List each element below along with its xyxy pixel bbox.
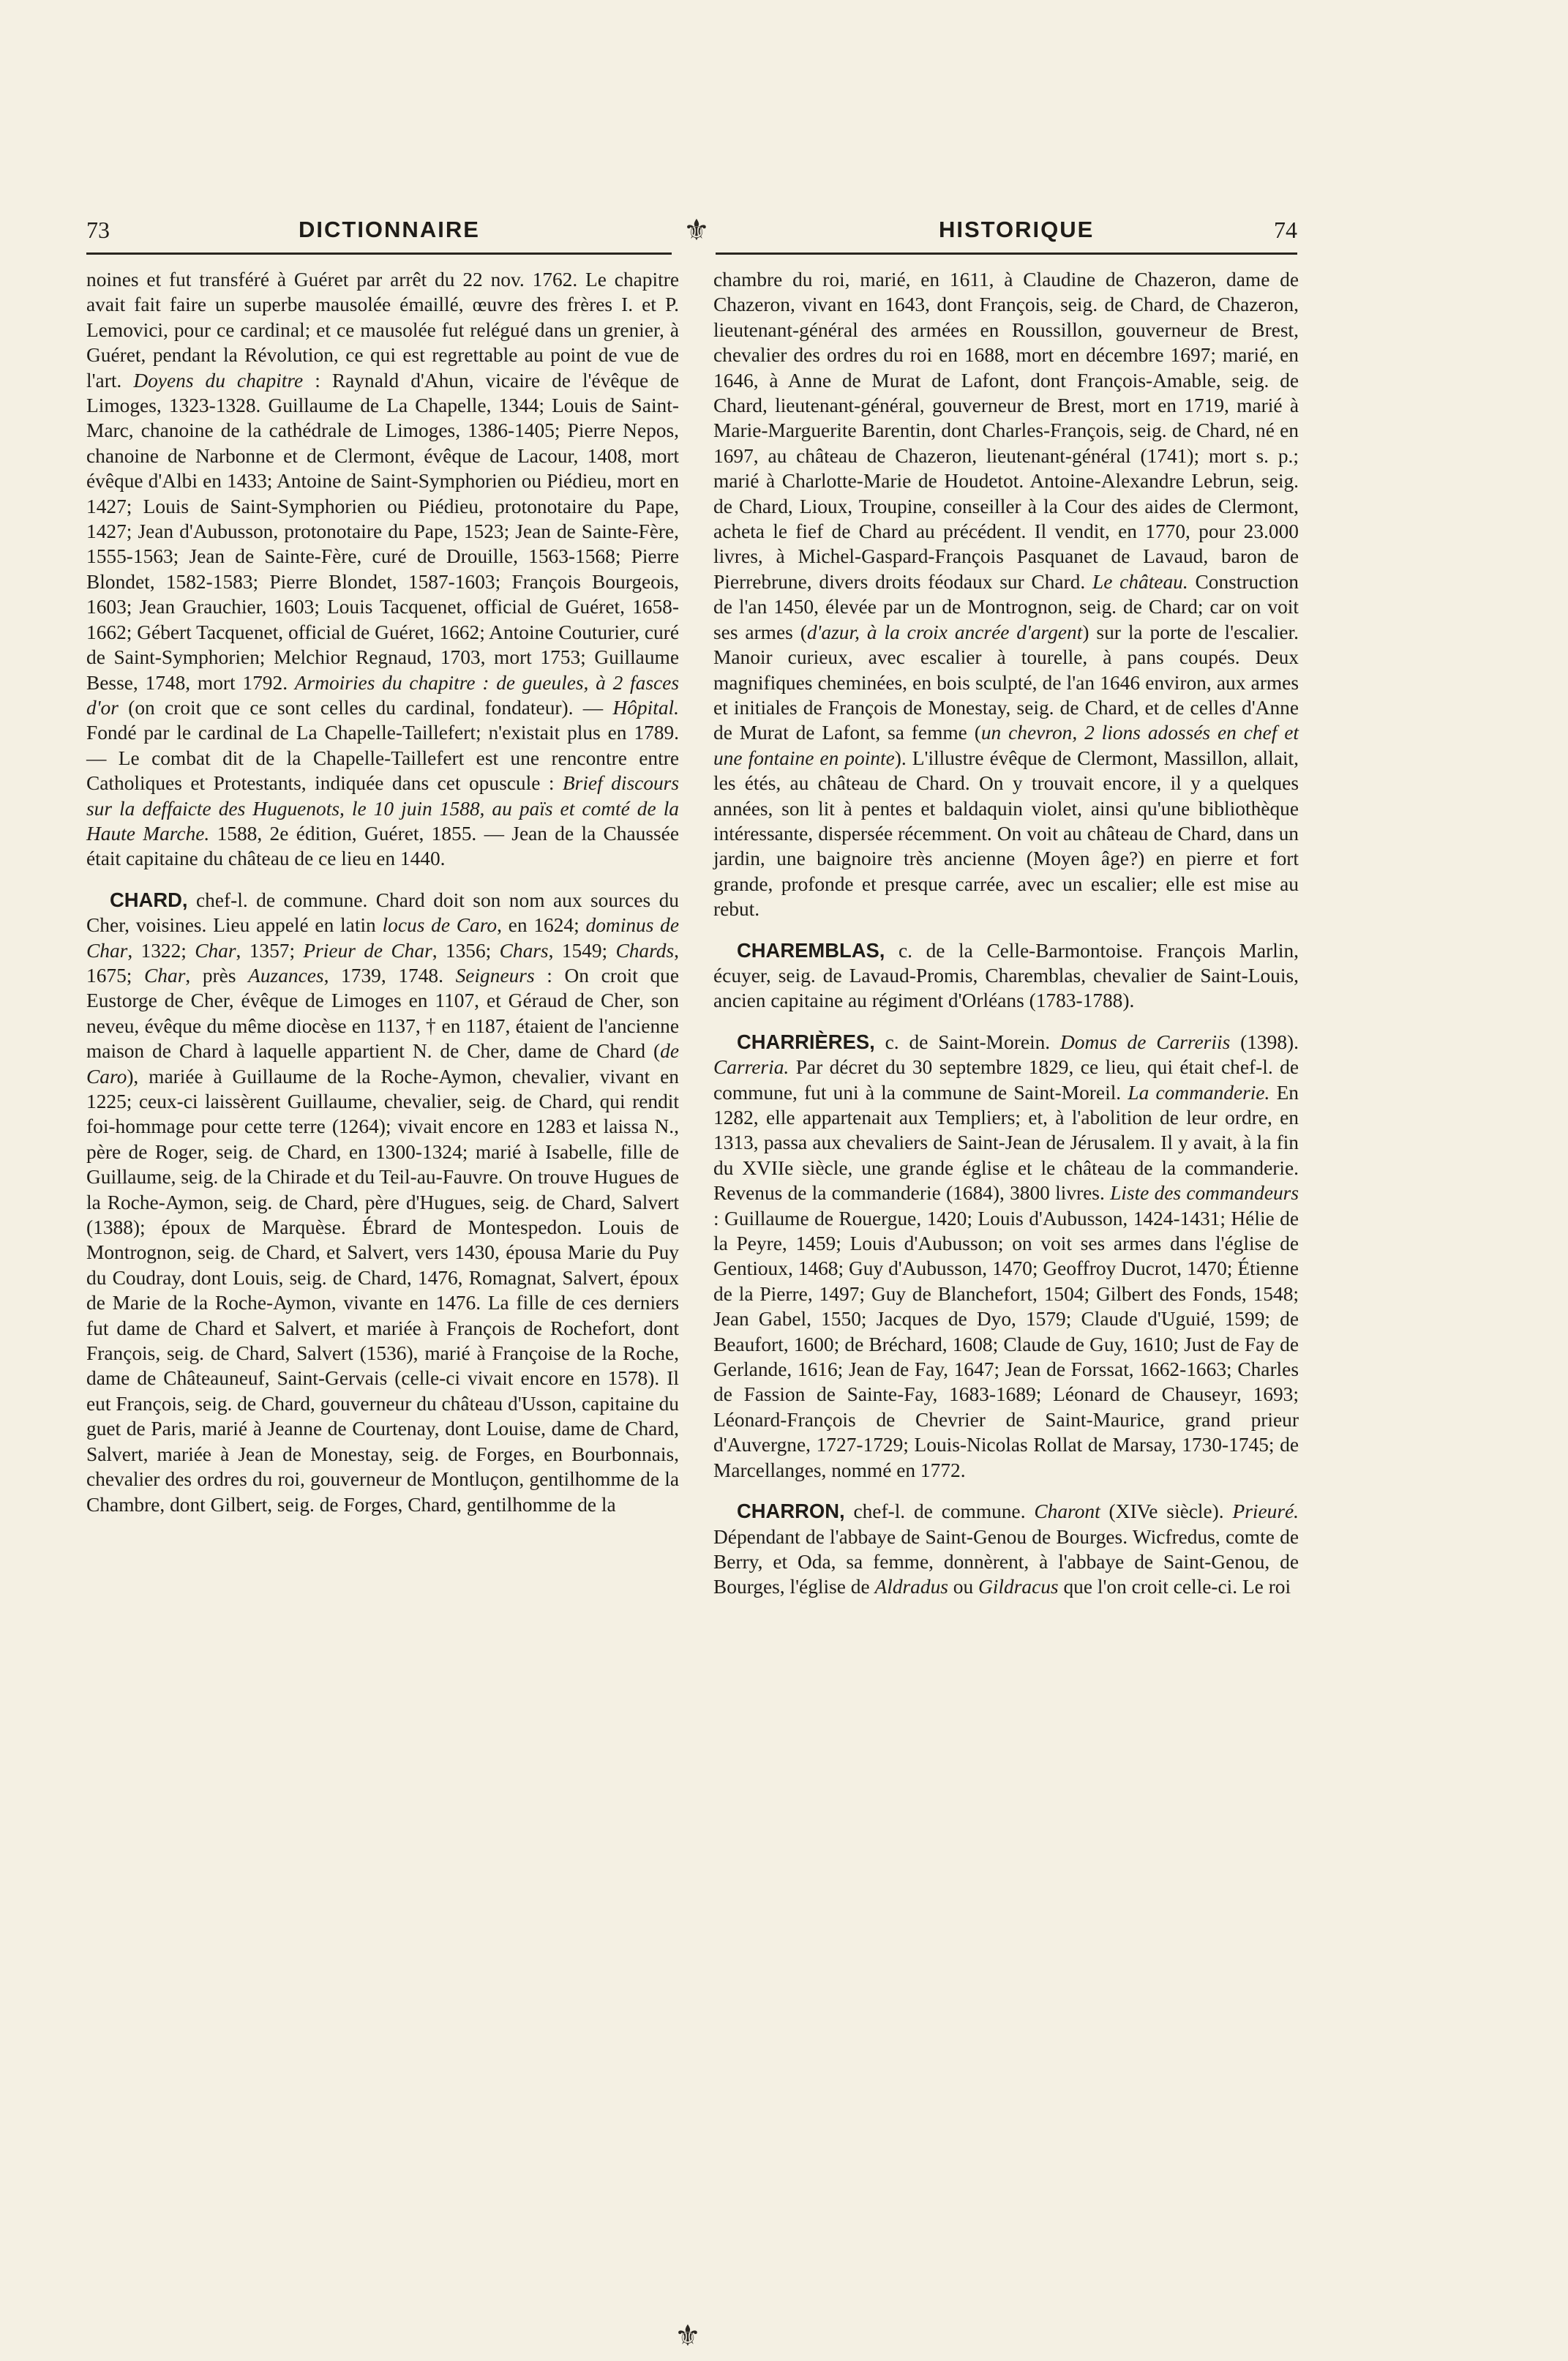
text-run: Fondé par le cardinal de La Chapelle-Taillefert; n'existait plus en 1789. — Le combat dit de la Chapelle-Taillefert est une rencontre entre Catholiques et Protestants, indiquée dans cet opuscule : (86, 722, 679, 795)
text-run: Construction de l'an 1450, élevée par un de Montrognon, seig. de Chard; car on voit ses armes ( (713, 570, 1299, 643)
text-run: , 1322; (127, 939, 195, 962)
italic-text: locus de Caro (382, 914, 498, 937)
text-run: , en 1624; (497, 914, 586, 937)
left-column (86, 267, 679, 1517)
italic-text: Charont (1034, 1500, 1100, 1523)
italic-text: dominus de Char (86, 914, 679, 962)
text-run: , 1356; (432, 939, 500, 962)
italic-text: Chars (499, 939, 549, 962)
text-run: : On croit que Eustorge de Cher, évêque de Limoges en 1107, et Géraud de Cher, son neveu, évêque du même diocèse en 1137, † en 1187, étaient de l'ancienne maison de Chard à laquelle appartient N. de Cher, dame de Chard ( (86, 964, 679, 1063)
text-run: : Raynald d'Ahun, vicaire de l'évêque de Limoges, 1323-1328. Guillaume de La Chapelle, 1344; Louis de Saint-Marc, chanoine de la cathédrale de Limoges, 1386-1405; Pierre Nepos, chanoine de Narbonne et de Clermont, évêque de Lacour, 1408, mort évêque d'Albi en 1433; Antoine de Saint-Symphorien ou Piédieu, mort en 1427; Louis de Saint-Symphorien ou Piédieu, protonotaire du Pape, 1427; Jean d'Aubusson, protonotaire du Pape, 1523; Jean de Sainte-Fère, 1555-1563; Jean de Sainte-Fère, curé de Drouille, 1563-1568; Pierre Blondet, 1582-1583; Pierre Blondet, 1587-1603; François Bourgeois, 1603; Jean Grauchier, 1603; Louis Tacquenet, official de Guéret, 1658-1662; Gébert Tacquenet, official de Guéret, 1662; Antoine Couturier, curé de Saint-Symphorien; Melchior Regnaud, 1703, mort 1753; Guillaume Besse, 1748, mort 1792. (86, 369, 679, 694)
text-run: Par décret du 30 septembre 1829, ce lieu, qui était chef-l. de commune, fut uni à la commune de Saint-Moreil. (713, 1056, 1299, 1104)
entry-headword: CHARRON, (737, 1500, 845, 1523)
text-run: , près (185, 964, 249, 987)
italic-text: Carreria. (713, 1056, 789, 1079)
text-run: noines et fut transféré à Guéret par arrêt du 22 nov. 1762. Le chapitre avait fait faire un superbe mausolée émaillé, œuvre des frères I. et P. Lemovici, pour ce cardinal; et ce mausolée fut relégué dans un grenier, à Guéret, pendant la Révolution, ce qui est regrettable au point de vue de l'art. (86, 269, 679, 392)
italic-text: Le château. (1092, 570, 1188, 593)
italic-text: Chards (615, 939, 675, 962)
fleuron-ornament-top: ⚜ (683, 214, 710, 247)
entry-chard (86, 888, 679, 1517)
header-rule-left (86, 252, 672, 255)
fleuron-ornament-bottom: ⚜ (675, 2319, 701, 2352)
italic-text: Gildracus (978, 1576, 1059, 1598)
entry-charemblas (713, 938, 1299, 1014)
text-run: 1588, 2e édition, Guéret, 1855. — Jean de la Chaussée était capitaine du château de ce lieu en 1440. (86, 822, 679, 870)
text-run: (1398). (1230, 1030, 1299, 1053)
text-run: Dépendant de l'abbaye de Saint-Genou de Bourges. Wicfredus, comte de Berry, et Oda, sa femme, donnèrent, à l'abbaye de Saint-Genou, de Bourges, l'église de (713, 1525, 1299, 1598)
entry-headword: CHAREMBLAS, (737, 938, 885, 962)
chard-entry-continuation (713, 267, 1299, 922)
page-number-left: 73 (86, 217, 110, 243)
italic-text: Brief discours sur la deffaicte des Huguenots, le 10 juin 1588, au païs et comté de la Haute Marche. (86, 772, 679, 845)
entry-charrieres (713, 1030, 1299, 1483)
text-run: (on croit que ce sont celles du cardinal, fondateur). — (118, 696, 613, 719)
header-rule-right (716, 252, 1297, 255)
italic-text: Char (144, 964, 186, 987)
italic-text: Liste des commandeurs (1110, 1182, 1299, 1205)
page-number-right: 74 (1274, 217, 1297, 243)
entry-headword: CHARD, (110, 888, 188, 911)
italic-text: Prieuré. (1232, 1500, 1299, 1523)
italic-text: un chevron, 2 lions adossés en chef et une fontaine en pointe (713, 722, 1299, 769)
italic-text: d'azur, à la croix ancrée d'argent (806, 621, 1083, 643)
italic-text: Doyens du chapitre (133, 369, 304, 392)
italic-text: de Caro (86, 1040, 679, 1088)
text-run: c. de Saint-Morein. (874, 1030, 1061, 1053)
text-run: c. de la Celle-Barmontoise. François Marlin, écuyer, seig. de Lavaud-Promis, Charemblas, chevalier de Saint-Louis, ancien capitaine au régiment d'Orléans (1783-1788). (713, 939, 1299, 1012)
italic-text: Prieur de Char (303, 939, 432, 962)
entry-charron (713, 1499, 1299, 1600)
italic-text: Domus de Carreriis (1060, 1030, 1231, 1053)
right-column (713, 267, 1299, 1600)
text-run: chambre du roi, marié, en 1611, à Claudine de Chazeron, dame de Chazeron, vivant en 1643, dont François, seig. de Chard, de Chazeron, lieutenant-général des armées en Roussillon, gouverneur de Brest, chevalier des ordres du roi en 1688, mort en décembre 1697; marié, en 1646, à Anne de Murat de Lafont, dont François-Amable, seig. de Chard, lieutenant-général, gouverneur de Brest, mort en 1719, marié à Marie-Marguerite Barentin, dont Charles-François, seig. de Chard, né en 1697, au château de Chazeron, lieutenant-général (1741); mort s. p.; marié à Charlotte-Marie de Houdetot. Antoine-Alexandre Lebrun, seig. de Chard, Lioux, Troupine, conseiller à la Cour des aides de Clermont, acheta le fief de Chard au précédent. Il vendit, en 1770, pour 23.000 livres, à Michel-Gaspard-François Pasquanet de Lavaud, baron de Pierrebrune, divers droits féodaux sur Chard. (713, 269, 1299, 593)
running-title-left: DICTIONNAIRE (299, 217, 480, 242)
text-run: chef-l. de commune. Chard doit son nom aux sources du Cher, voisines. Lieu appelé en latin (86, 888, 679, 937)
text-run: En 1282, elle appartenait aux Templiers; et, à l'abolition de leur ordre, en 1313, passa aux chevaliers de Saint-Jean de Jérusalem. Il y avait, à la fin du XVIIe siècle, une grande église et le château de la commanderie. Revenus de la commanderie (1684), 3800 livres. (713, 1081, 1299, 1205)
text-run: , 1549; (548, 939, 616, 962)
text-run: , 1739, 1748. (323, 964, 456, 987)
text-run: ) sur la porte de l'escalier. Manoir curieux, avec escalier à tourelle, à pans coupés. Deux magnifiques cheminées, en bois sculpté, de l'an 1646 environ, aux armes et initiales de François de Monestay, seig. de Chard, et de celles d'Anne de Murat de Lafont, sa femme ( (713, 621, 1299, 744)
continued-entry-paragraph (86, 267, 679, 872)
italic-text: Aldradus (874, 1576, 948, 1598)
text-run: (XIVe siècle). (1100, 1500, 1233, 1523)
italic-text: Hôpital. (612, 696, 679, 719)
text-run: que l'on croit celle-ci. Le roi (1058, 1576, 1291, 1598)
text-run: ). L'illustre évêque de Clermont, Massillon, allait, les étés, au château de Chard. On y trouvait encore, il y a quelques années, son lit à pentes et baldaquin violet, ainsi qu'une bibliothèque intéressante, dispersée récemment. On voit au château de Chard, dans un jardin, une baignoire très ancienne (Moyen âge?) en pierre et fort grande, profonde et presque carrée, avec un escalier; elle est mise au rebut. (713, 747, 1299, 921)
italic-text: Seigneurs (455, 964, 535, 987)
text-run: , 1357; (236, 939, 304, 962)
italic-text: Auzances (248, 964, 324, 987)
text-run: ), mariée à Guillaume de la Roche-Aymon, chevalier, vivant en 1225; ceux-ci laissèrent Guillaume, chevalier, seig. de Chard, qui rendit foi-hommage pour cette terre (1264); vivait encore en 1283 et laissa N., père de Roger, seig. de Chard, en 1300-1324; marié à Isabelle, fille de Guillaume, seig. de la Chirade et du Teil-au-Fauvre. On trouve Hugues de la Roche-Aymon, seig. de Chard, père d'Hugues, seig. de Chard, Salvert (1388); époux de Marquèse. Ébrard de Montespedon. Louis de Montrognon, seig. de Chard, et Salvert, vers 1430, épousa Marie du Puy du Coudray, dont Louis, seig. de Chard, 1476, Romagnat, Salvert, époux de Marie de la Roche-Aymon, vivante en 1476. La fille de ces derniers fut dame de Chard et Salvert, et mariée à François de Rochefort, dont François, seig. de Chard, Salvert (1536), marié à Françoise de la Roche, dame de Châteauneuf, Saint-Gervais (celle-ci vivait encore en 1578). Il eut François, seig. de Chard, gouverneur du château d'Usson, capitaine du guet de Paris, marié à Jeanne de Courtenay, dont Louise, dame de Chard, Salvert, mariée à Jean de Monestay, seig. de Forges, en Bourbonnais, chevalier des ordres du roi, gouverneur de Montluçon, gentilhomme de la Chambre, dont Gilbert, seig. de Forges, Chard, gentilhomme de la (86, 1065, 679, 1516)
running-title-right: HISTORIQUE (939, 217, 1095, 242)
text-run: , 1675; (86, 939, 679, 987)
text-run: ou (948, 1576, 979, 1598)
text-run: chef-l. de commune. (844, 1500, 1035, 1523)
italic-text: Char (195, 939, 236, 962)
italic-text: Armoiries du chapitre : de gueules, à 2 fasces d'or (86, 671, 679, 719)
entry-headword: CHARRIÈRES, (737, 1030, 875, 1053)
italic-text: La commanderie. (1128, 1081, 1270, 1104)
text-run: : Guillaume de Rouergue, 1420; Louis d'Aubusson, 1424-1431; Hélie de la Peyre, 1459; Louis d'Aubusson; on voit ses armes dans l'église de Gentioux, 1468; Guy d'Aubusson, 1470; Geoffroy Ducrot, 1470; Étienne de la Pierre, 1497; Guy de Blanchefort, 1504; Gilbert des Fonds, 1548; Jean Gabel, 1550; Jacques de Dyo, 1579; Claude d'Uguié, 1599; de Beaufort, 1600; de Bréchard, 1608; Claude de Guy, 1610; Just de Fay de Gerlande, 1616; Jean de Fay, 1647; Jean de Forssat, 1662-1663; Charles de Fassion de Sainte-Fay, 1683-1689; Léonard de Chauseyr, 1693; Léonard-François de Chevrier de Saint-Maurice, grand prieur d'Auvergne, 1727-1729; Louis-Nicolas Rollat de Marsay, 1730-1745; de Marcellanges, nommé en 1772. (713, 1207, 1299, 1481)
